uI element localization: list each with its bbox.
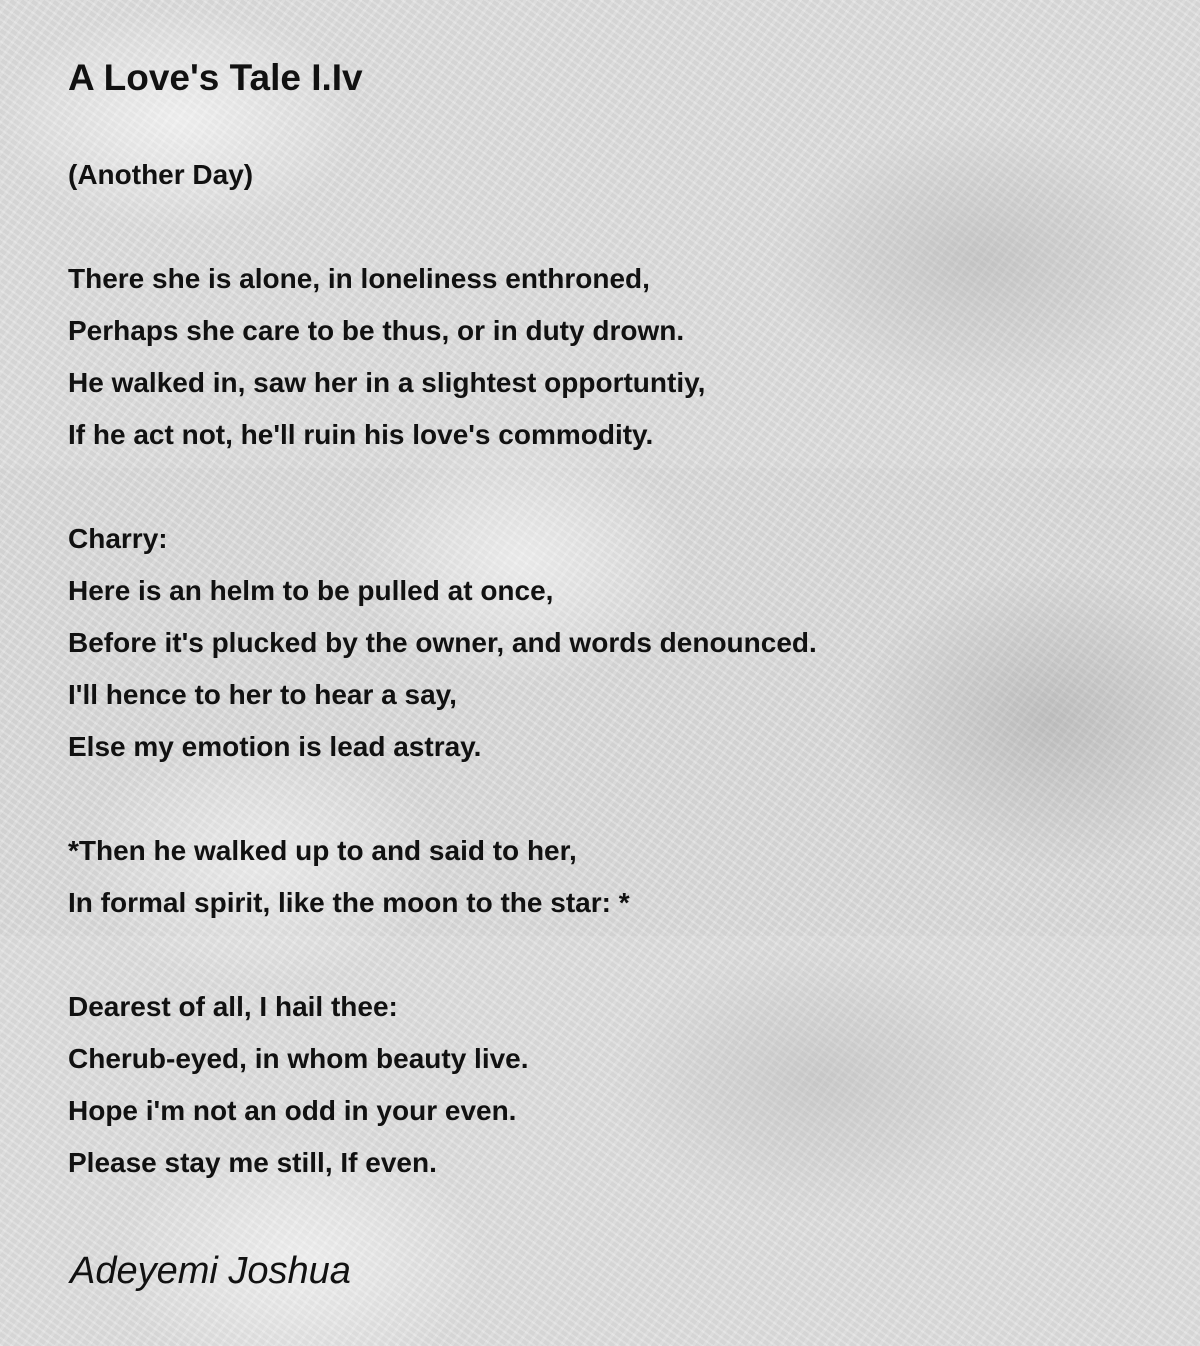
poem-title: A Love's Tale I.Iv xyxy=(68,57,363,98)
poem-line: Cherub-eyed, in whom beauty live. xyxy=(68,1043,529,1074)
poem-line: Hope i'm not an odd in your even. xyxy=(68,1095,517,1126)
poem-line: If he act not, he'll ruin his love's commodity. xyxy=(68,419,654,450)
poem-line: Here is an helm to be pulled at once, xyxy=(68,575,554,606)
poem-line: Else my emotion is lead astray. xyxy=(68,731,482,762)
poem-line: He walked in, saw her in a slightest opportuntiy, xyxy=(68,367,706,398)
speaker-label: Charry: xyxy=(68,523,168,554)
poem-line: Before it's plucked by the owner, and words denounced. xyxy=(68,627,817,658)
poem-line: There she is alone, in loneliness enthroned, xyxy=(68,263,650,294)
poem-line: In formal spirit, like the moon to the star: * xyxy=(68,887,630,918)
poem-line: I'll hence to her to hear a say, xyxy=(68,679,457,710)
poem-subtitle: (Another Day) xyxy=(68,159,254,190)
poem-author: Adeyemi Joshua xyxy=(70,1250,351,1292)
poem-line: Dearest of all, I hail thee: xyxy=(68,991,398,1022)
poem-line: Please stay me still, If even. xyxy=(68,1147,437,1178)
poem-line: Perhaps she care to be thus, or in duty drown. xyxy=(68,315,685,346)
poem-line: *Then he walked up to and said to her, xyxy=(68,835,577,866)
